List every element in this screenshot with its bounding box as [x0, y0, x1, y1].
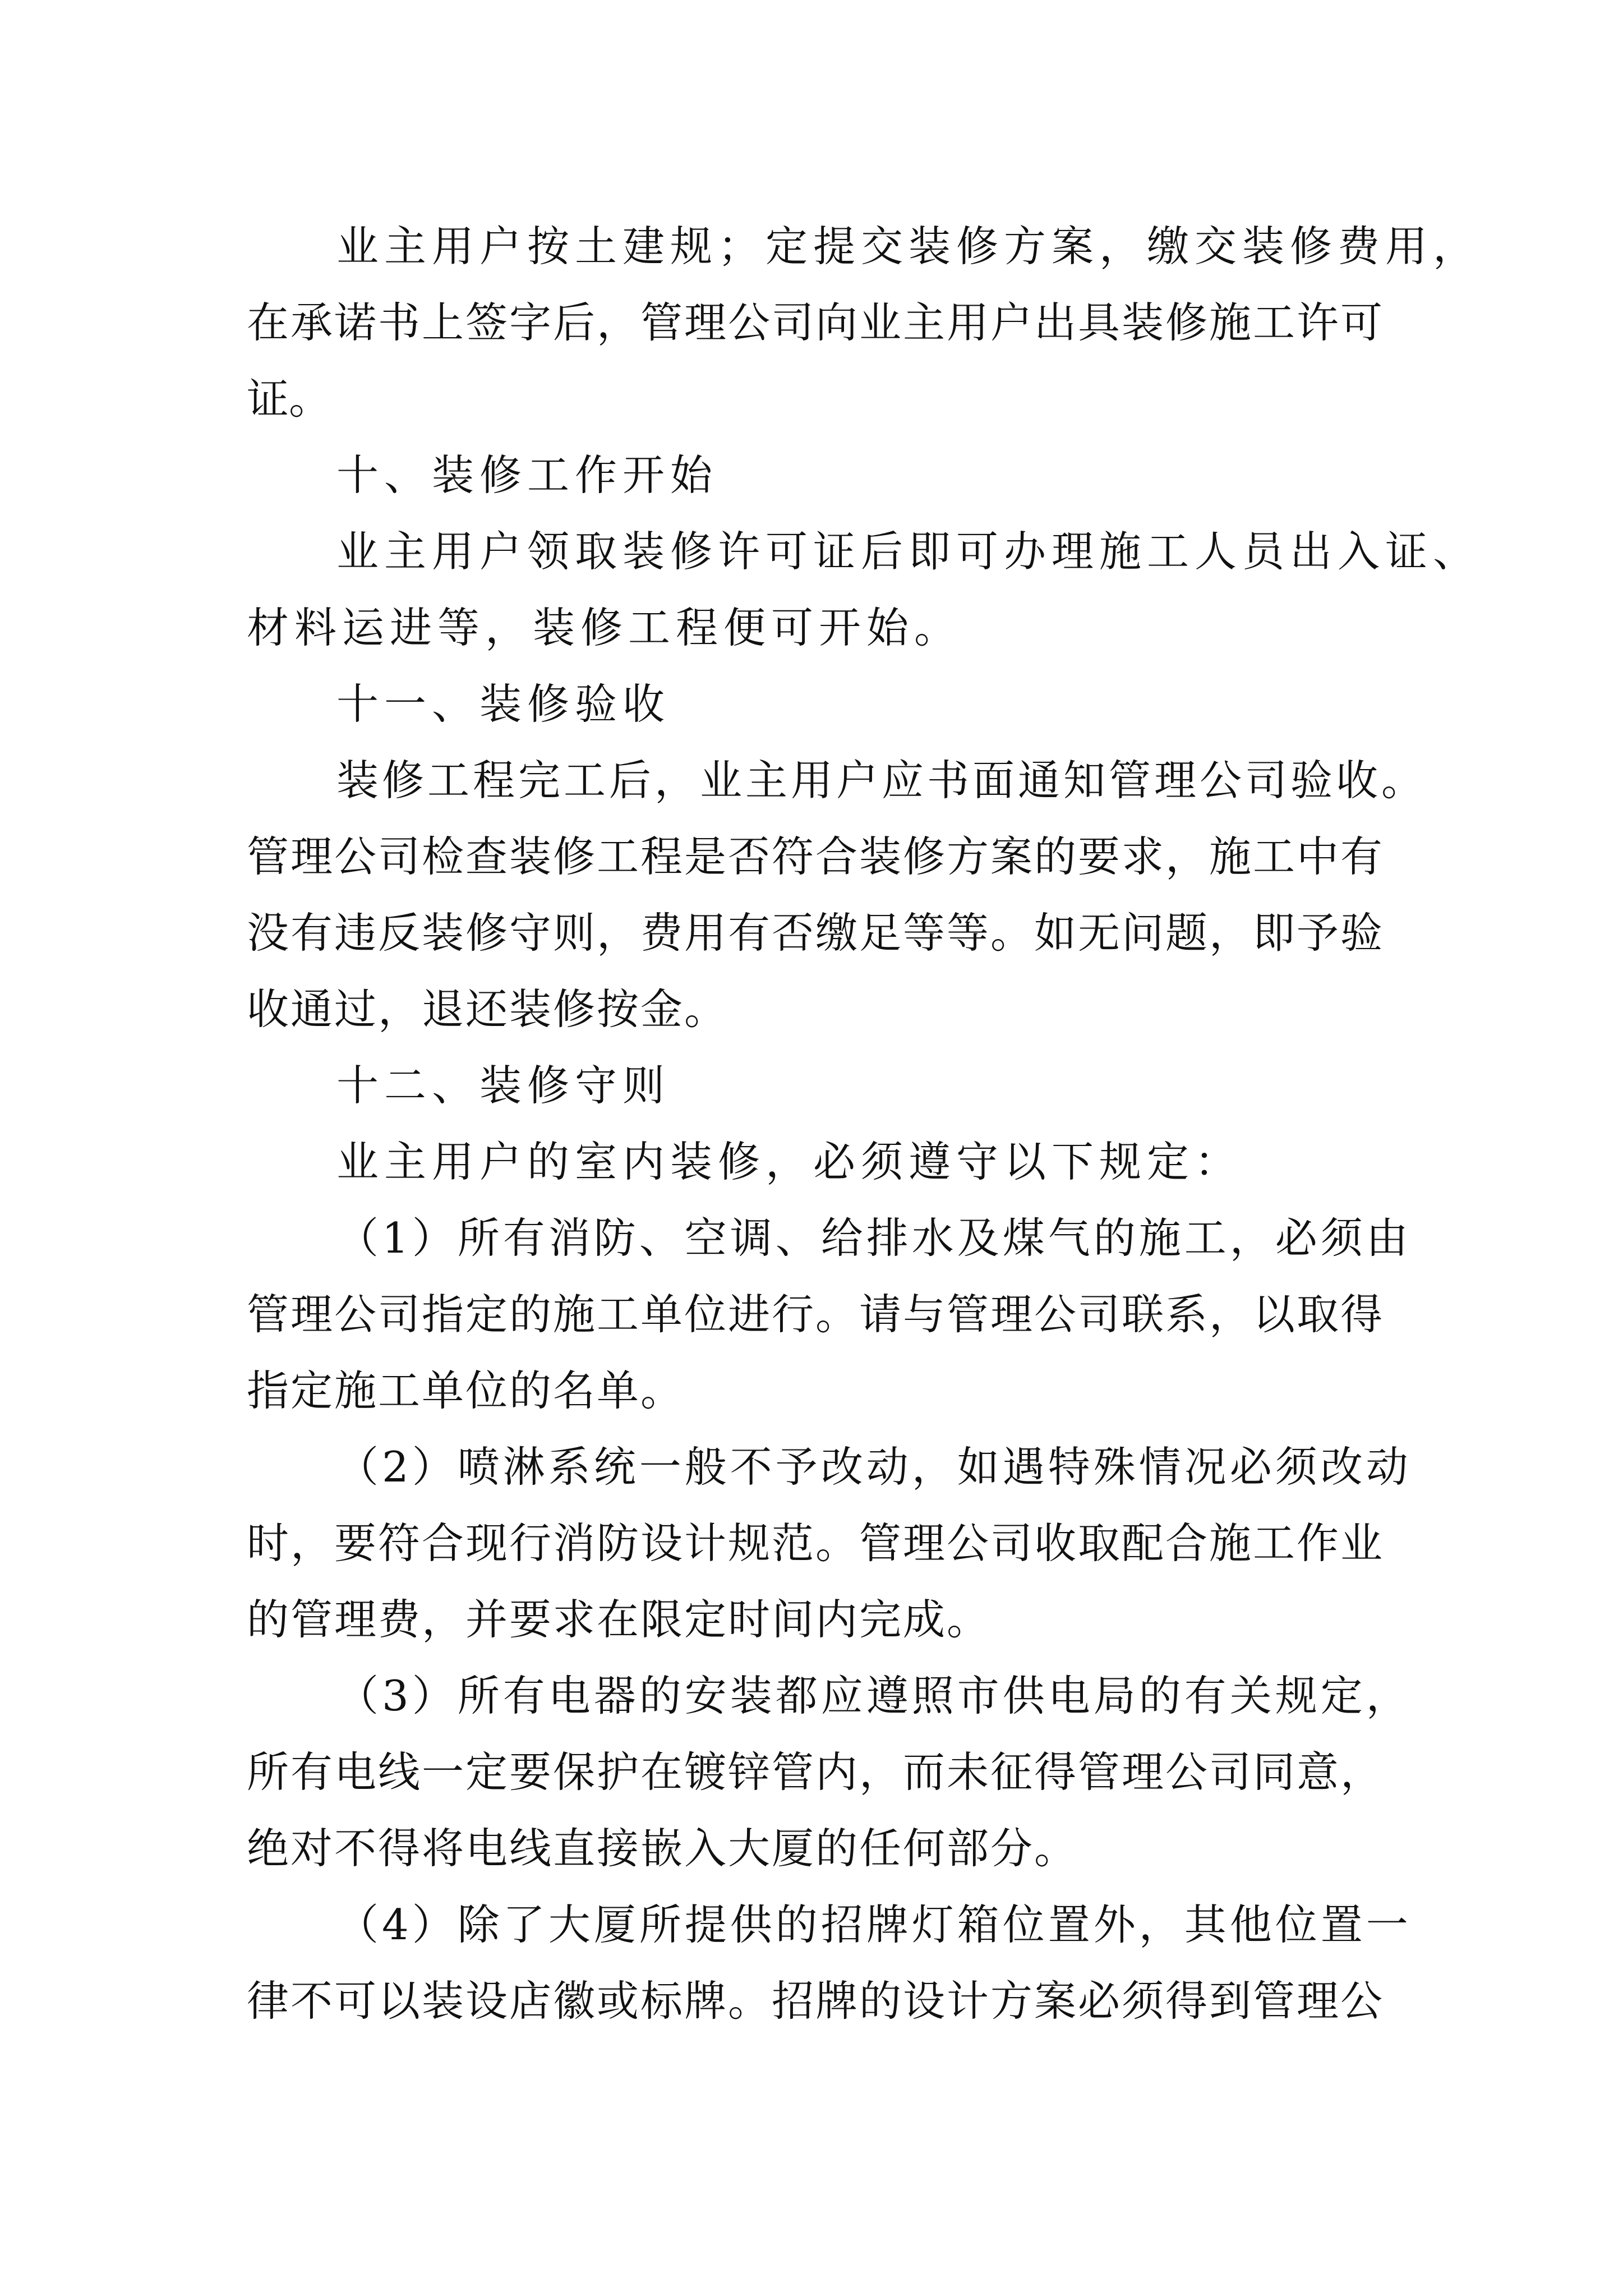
paragraph-line: 收通过，退还装修按金。: [247, 984, 728, 1034]
paragraph-line: 管理公司检查装修工程是否符合装修方案的要求，施工中有: [247, 832, 1385, 881]
paragraph-line: 没有违反装修守则，费用有否缴足等等。如无问题，即予验: [247, 908, 1385, 958]
paragraph-line: 时，要符合现行消防设计规范。管理公司收取配合施工作业: [247, 1519, 1385, 1568]
paragraph-line: 绝对不得将电线直接嵌入大厦的任何部分。: [247, 1824, 1078, 1873]
paragraph-line: 管理公司指定的施工单位进行。请与管理公司联系，以取得: [247, 1290, 1385, 1339]
list-item-4: （4）除了大厦所提供的招牌灯箱位置外，其他位置一: [336, 1900, 1412, 1949]
paragraph-line: 的管理费，并要求在限定时间内完成。: [247, 1595, 991, 1644]
list-item-2: （2）喷淋系统一般不予改动，如遇特殊情况必须改动: [336, 1442, 1412, 1492]
paragraph-line: 指定施工单位的名单。: [247, 1366, 685, 1415]
paragraph-line: 材料运进等，装修工程便可开始。: [247, 603, 962, 652]
section-heading-11: 十一、装修验收: [336, 679, 671, 729]
paragraph-line: 证。: [247, 374, 331, 424]
section-heading-12: 十二、装修守则: [336, 1061, 671, 1110]
paragraph-line: 所有电线一定要保护在镀锌管内，而未征得管理公司同意，: [247, 1747, 1385, 1797]
paragraph-line: 业主用户按土建规；定提交装修方案，缴交装修费用，: [336, 222, 1481, 271]
paragraph-line: 业主用户领取装修许可证后即可办理施工人员出入证、: [336, 527, 1481, 576]
paragraph-line: 在承诺书上签字后，管理公司向业主用户出具装修施工许可: [247, 298, 1385, 347]
paragraph-line: 业主用户的室内装修，必须遵守以下规定：: [336, 1137, 1243, 1186]
list-item-3: （3）所有电器的安装都应遵照市供电局的有关规定，: [336, 1671, 1412, 1720]
paragraph-line: 装修工程完工后，业主用户应书面通知管理公司验收。: [336, 756, 1427, 805]
list-item-1: （1）所有消防、空调、给排水及煤气的施工，必须由: [336, 1213, 1412, 1263]
paragraph-line: 律不可以装设店徽或标牌。招牌的设计方案必须得到管理公: [247, 1976, 1385, 2026]
section-heading-10: 十、装修工作开始: [336, 450, 718, 500]
